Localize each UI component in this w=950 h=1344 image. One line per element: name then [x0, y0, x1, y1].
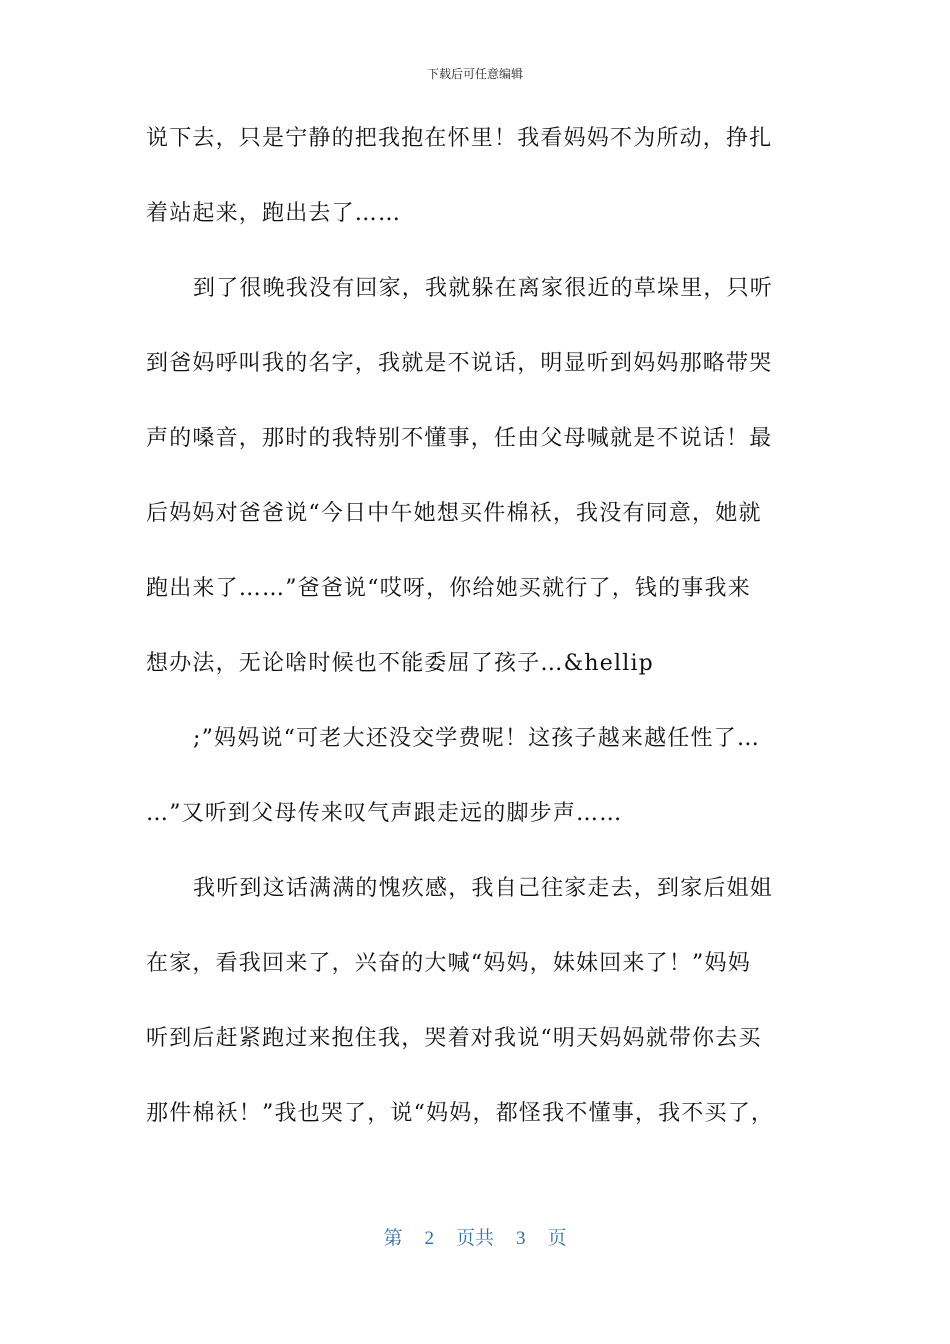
paragraph-start-line: 到了很晚我没有回家，我就躲在离家很近的草垛里，只听 [193, 276, 774, 301]
footer-middle: 页共 [455, 1228, 494, 1249]
text-line: 在家，看我回来了，兴奋的大喊“妈妈，妹妹回来了！”妈妈 [146, 951, 751, 976]
text-line: …”又听到父母传来叹气声跟走远的脚步声…… [146, 801, 623, 826]
text-line: 着站起来，跑出去了…… [146, 201, 402, 226]
text-line: 说下去，只是宁静的把我抱在怀里！我看妈妈不为所动，挣扎 [146, 126, 773, 151]
text-line: 声的嗓音，那时的我特别不懂事，任由父母喊就是不说话！最 [146, 426, 773, 451]
footer-suffix: 页 [547, 1228, 567, 1249]
text-line: 后妈妈对爸爸说“今日中午她想买件棉袄，我没有同意，她就 [146, 501, 762, 526]
text-line: 想办法，无论啥时候也不能委屈了孩子…&hellip [146, 651, 654, 676]
page-header-note: 下载后可任意编辑 [426, 67, 523, 81]
text-line: 听到后赶紧跑过来抱住我，哭着对我说“明天妈妈就带你去买 [146, 1026, 762, 1051]
text-line: 到爸妈呼叫我的名字，我就是不说话，明显听到妈妈那略带哭 [146, 351, 773, 376]
page-number-footer [0, 1226, 950, 1252]
paragraph-start-line: 我听到这话满满的愧疚感，我自己往家走去，到家后姐姐 [193, 876, 774, 901]
text-line: 跑出来了……”爸爸说“哎呀，你给她买就行了，钱的事我来 [146, 576, 751, 601]
total-page-count: 3 [516, 1228, 526, 1249]
current-page-number: 2 [424, 1228, 434, 1249]
text-line: 那件棉袄！”我也哭了，说“妈妈，都怪我不懂事，我不买了， [146, 1101, 775, 1126]
paragraph-start-line: ;”妈妈说“可老大还没交学费呢！这孩子越来越任性了… [193, 726, 761, 751]
footer-prefix: 第 [383, 1228, 403, 1249]
